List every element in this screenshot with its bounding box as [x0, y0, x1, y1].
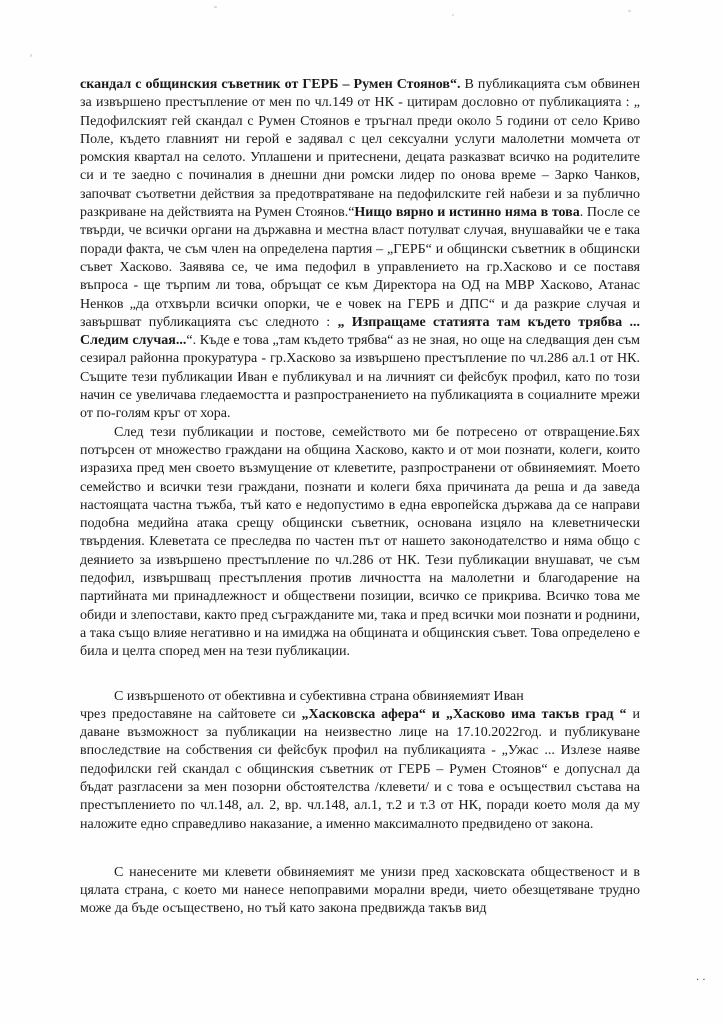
accusation-text: В публикацията съм обвинен за извършено престъпление от мен по чл.149 от НК - цитирам дословно от публикацията : „ Педофилският гей скандал с Румен Стоянов е тръгнал преди около 5 години от село Криво Поле, където главният ни герой е задявал с цел сексуални услуги малолетни момчета от ромския квартал на селото. Уплашени и притеснени, децата разказват всичко на родителите си и те заедно с починалия в днешни дни ромски лидер по онова време – Зарко Чанков, започват съответни действия за предотвратяване на педофилските гей набези и за публично разкриване на действията на Румен Стоянов.“ [80, 77, 640, 221]
bold-denial: Нищо вярно и истинно няма в това [354, 205, 580, 221]
paragraph-4: С нанесените ми клевети обвиняемият ме унизи пред хасковската общественост и в цялата страна, с което ми нанесе непоправими морални вреди, чието обезщетяване трудно може да бъде осъществено, но тъй като закона предвижда такъв вид [80, 864, 640, 917]
bold-site-names: „Хасковска афера“ и „Хасково има такъв град “ [301, 706, 627, 722]
paragraph-3 [80, 688, 640, 834]
corner-mark: . . [696, 972, 706, 983]
scan-speck [628, 10, 631, 12]
prosecution-text: “. Къде е това „там където трябва“ аз не зная, но още на следващия ден съм сезирал районна прокуратура - гр.Хасково за извършено престъпление по чл.286 ал.1 от НК. Същите тези публикации Иван е публикувал и на личният си фейсбук профил, като по този начин се увеличава гледаемостта и разпространението на публикацията в социалните мрежи от по-голям кръг от хора. [80, 333, 641, 422]
scan-speck [452, 14, 454, 16]
bold-closing-quote: „ Изпращаме статията там където трябва ... Следим случая... [80, 314, 640, 349]
scan-speck [30, 54, 32, 57]
charge-details: и даване възможност за публикации на неизвестно лице на 17.10.2022год. и публикуване впоследствие на собствения си фейсбук профил на публикацията - „Ужас ... Излезе наяве педофилски гей скандал с общинския съветник от ГЕРБ – Румен Стоянов“ е допуснал да бъдат разгласени за мен позорни обстоятелства /клевети/ и с това е осъществил състава на престъплението по чл.148, ал. 2, вр. чл.148, ал.1, т.2 и т.3 от НК, поради което моля да му наложите едно справедливо наказание, а именно максималното предвидено от закона. [80, 706, 640, 832]
scan-speck [214, 6, 217, 8]
charge-means: чрез предоставяне на сайтовете си [80, 706, 302, 722]
claims-text: . После се твърди, че всички органи на държавна и местна власт потулват случая, внушавайки че е така поради факта, че съм член на определена партия – „ГЕРБ“ и общински съветник в общински съвет Хасково. Заявява се, че има педофил в управлението на гр.Хасково и се поставя въпроса - ще търпим ли това, обръщат се към Директора на ОД на МВР Хасково, Атанас Ненков „да отхвърли всички опорки, че е човек на ГЕРБ и ДПС“ и да разкрие случая и завършват публикацията със следното : [80, 205, 640, 330]
paragraph-1 [80, 76, 640, 424]
paragraph-2: След тези публикации и постове, семейството ми бе потресено от отвращение.Бях потърсен от множество граждани на община Хасково, както и от мои познати, колеги, които изразиха пред мен своето възмущение от клеветите, разпространени от обвиняемият. Моето семейство и всички тези граждани, познати и колеги бяха причината да реша и да заведа настоящата частна тъжба, тъй като е недопустимо в една европейска държава да се направи подобна медийна атака срещу общински съветник, основана изцяло на клеветнически твърдения. Клеветата се преследва по частен път от нашето законодателство и няма общо с деянието за извършено престъпление по чл.286 от НК. Тези публикации внушават, че съм педофил, извършващ престъпления против личността на малолетни и благодарение на партийната ми принадлежност и обществени позиции, всичко се прикрива. Всичко това ме обиди и злепостави, както пред съгражданите ми, така и пред всички мои познати и роднини, а така също влияе негативно и на имиджа на общината и общинския съвет. Това определено е била и целта според мен на тези публикации. [80, 424, 640, 660]
charge-opening: С извършеното от обективна и субективна страна обвиняемият Иван [114, 688, 524, 704]
document-body [80, 76, 640, 919]
bold-headline-quote: скандал с общинския съветник от ГЕРБ – Румен Стоянов“. [80, 77, 461, 92]
